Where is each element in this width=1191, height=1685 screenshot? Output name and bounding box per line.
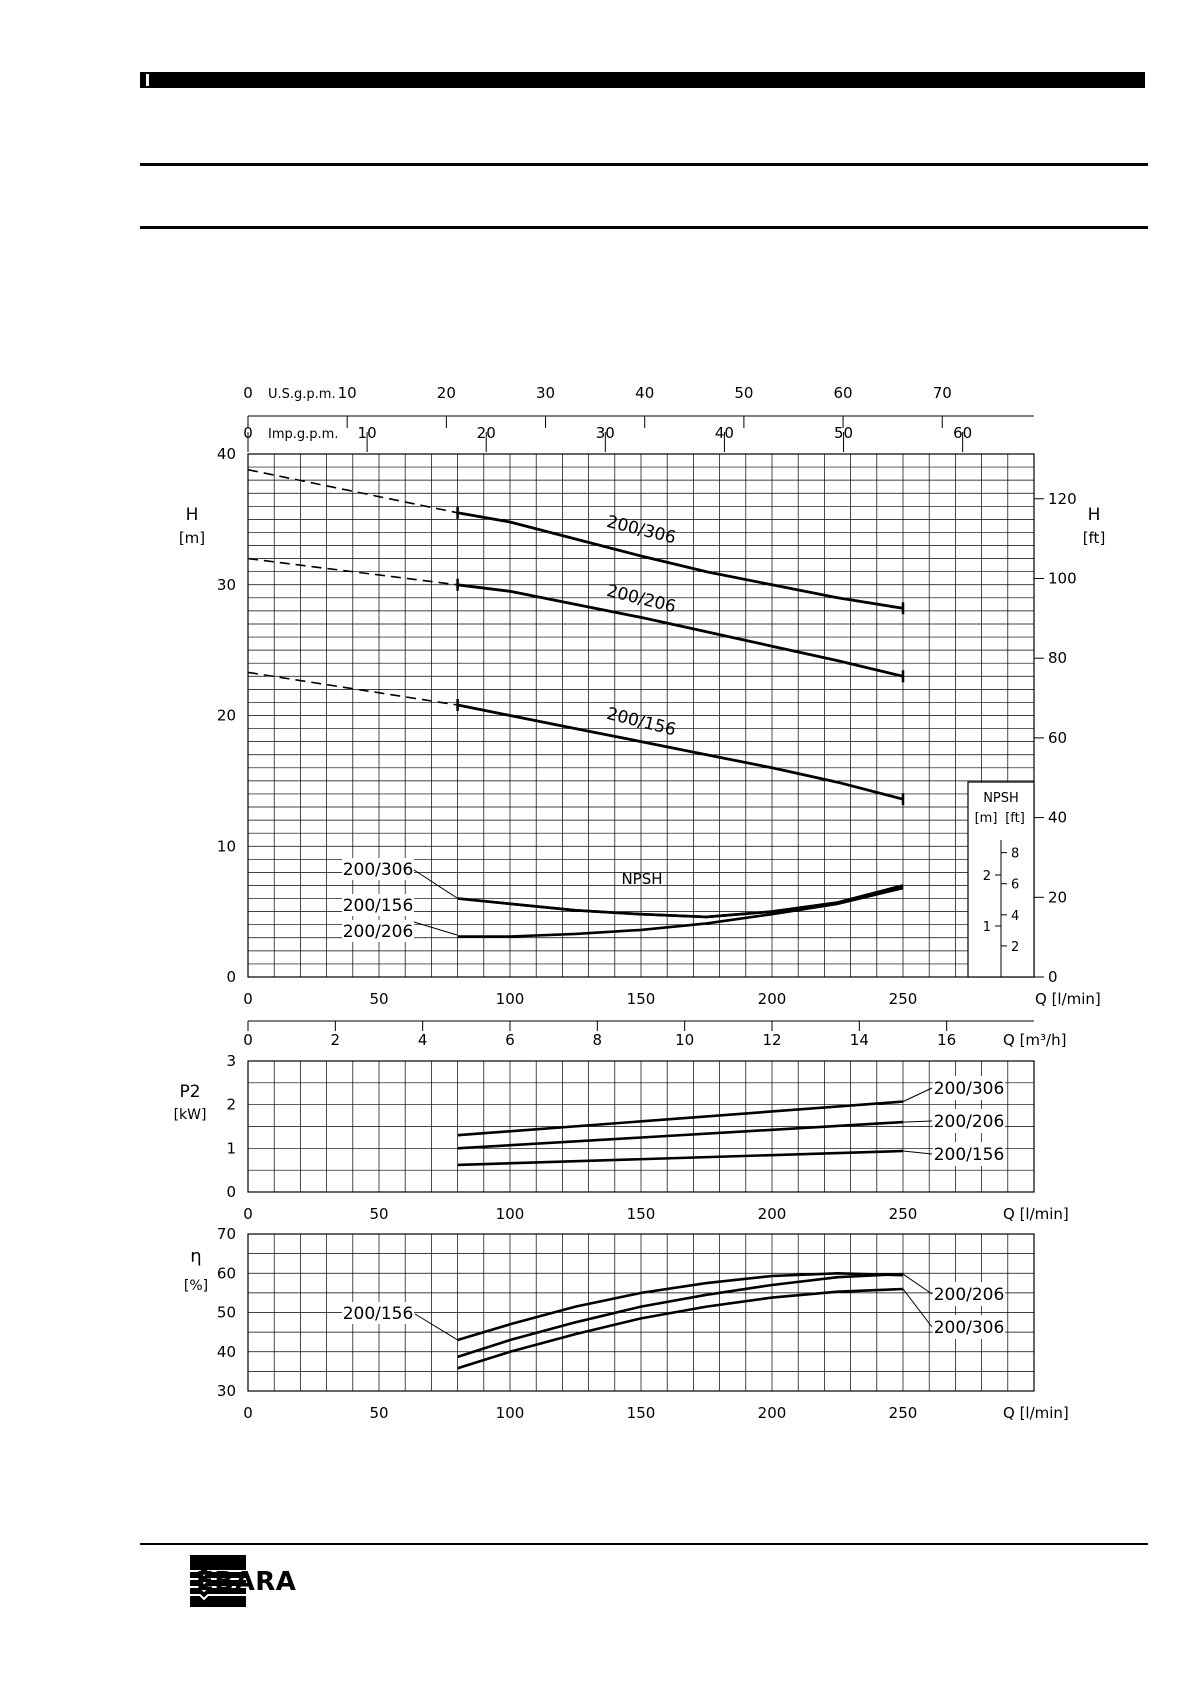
- npsh-curve-label: 200/206: [342, 922, 414, 942]
- impgpm-tick-label: 50: [833, 424, 854, 442]
- efficiency-x-axis-label: Q [l/min]: [1003, 1404, 1069, 1422]
- efficiency-y-axis-unit: [%]: [183, 1278, 209, 1294]
- head-y-right-tick-label: 80: [1048, 649, 1068, 668]
- power-curve: [458, 1122, 903, 1148]
- head-x-tick-label: 0: [243, 990, 253, 1008]
- head-y-axis-label: H: [185, 505, 199, 525]
- efficiency-y-tick-label: 50: [216, 1303, 236, 1322]
- power-y-tick-label: 3: [226, 1052, 236, 1070]
- npsh-inset-m-tick-label: 2: [982, 869, 991, 884]
- npsh-curve-label: 200/306: [342, 860, 414, 880]
- impgpm-tick-label: 0: [243, 424, 253, 442]
- power-x-tick-label: 150: [626, 1205, 656, 1223]
- head-y-right-tick-label: 60: [1048, 728, 1068, 747]
- head-y-right-tick-label: 120: [1048, 489, 1077, 508]
- efficiency-x-tick-label: 150: [626, 1404, 656, 1422]
- m3h-tick-label: 6: [505, 1031, 515, 1049]
- power-curve-label: 200/306: [933, 1079, 1005, 1099]
- npsh-inset-unit-ft: [ft]: [1005, 811, 1025, 826]
- efficiency-curve: [458, 1273, 903, 1340]
- head-y-right-tick-label: 20: [1048, 888, 1068, 907]
- npsh-label: NPSH: [621, 870, 663, 888]
- power-curve: [458, 1151, 903, 1165]
- efficiency-curve: [458, 1289, 903, 1368]
- efficiency-curve-label: 200/306: [933, 1318, 1005, 1338]
- head-y-right-axis-unit: [ft]: [1082, 529, 1106, 547]
- usgpm-axis-label: U.S.g.p.m.: [268, 387, 336, 402]
- usgpm-tick-label: 10: [337, 384, 357, 402]
- power-x-tick-label: 200: [757, 1205, 787, 1223]
- npsh-curve: [458, 886, 903, 917]
- impgpm-tick-label: 10: [357, 424, 377, 442]
- npsh-curve-label: 200/156: [342, 896, 414, 916]
- power-x-tick-label: 100: [495, 1205, 525, 1223]
- head-curve-label: 200/156: [604, 703, 678, 741]
- head-x-tick-label: 150: [626, 990, 656, 1008]
- impgpm-tick-label: 40: [714, 424, 734, 442]
- head-y-tick-label: 0: [226, 968, 236, 986]
- head-x-axis-label: Q [l/min]: [1035, 990, 1101, 1008]
- usgpm-tick-label: 0: [243, 384, 253, 402]
- power-x-axis-label: Q [l/min]: [1003, 1205, 1069, 1223]
- head-curve-label: 200/306: [604, 511, 678, 549]
- power-x-tick-label: 50: [369, 1205, 389, 1223]
- head-y-tick-label: 40: [216, 445, 236, 463]
- m3h-tick-label: 0: [243, 1031, 253, 1049]
- m3h-tick-label: 10: [675, 1031, 695, 1049]
- efficiency-leader-line: [903, 1274, 932, 1294]
- head-x-tick-label: 250: [888, 990, 918, 1008]
- head-y-axis-unit: [m]: [178, 529, 206, 547]
- npsh-inset-ft-tick-label: 6: [1011, 877, 1020, 893]
- npsh-curve: [458, 886, 903, 917]
- head-y-tick-label: 30: [216, 575, 236, 594]
- efficiency-x-tick-label: 50: [369, 1404, 389, 1422]
- power-y-tick-label: 1: [226, 1139, 236, 1158]
- usgpm-tick-label: 60: [833, 384, 853, 402]
- head-x-tick-label: 100: [495, 990, 525, 1008]
- usgpm-tick-label: 70: [932, 384, 952, 402]
- head-x-tick-label: 50: [369, 990, 389, 1008]
- npsh-inset-unit-m: [m]: [974, 811, 998, 826]
- head-y-tick-label: 10: [216, 837, 236, 856]
- head-x-tick-label: 200: [757, 990, 787, 1008]
- brand-name: EBARA: [196, 1567, 297, 1597]
- power-leader-line: [903, 1151, 932, 1154]
- head-curve-label: 200/206: [604, 580, 678, 618]
- m3h-axis-label: Q [m³/h]: [1003, 1031, 1067, 1049]
- power-x-tick-label: 250: [888, 1205, 918, 1223]
- efficiency-x-tick-label: 100: [495, 1404, 525, 1422]
- efficiency-y-axis-label: η: [190, 1246, 202, 1267]
- usgpm-tick-label: 50: [734, 384, 754, 402]
- m3h-tick-label: 14: [849, 1031, 869, 1049]
- impgpm-tick-label: 30: [595, 424, 615, 442]
- m3h-tick-label: 4: [417, 1031, 428, 1049]
- efficiency-x-tick-label: 0: [243, 1404, 253, 1422]
- power-y-axis-unit: [kW]: [173, 1107, 207, 1123]
- usgpm-tick-label: 30: [535, 384, 556, 402]
- usgpm-tick-label: 40: [635, 384, 655, 402]
- power-y-tick-label: 0: [226, 1183, 236, 1201]
- efficiency-y-tick-label: 60: [216, 1264, 236, 1283]
- power-leader-line: [903, 1088, 932, 1102]
- npsh-inset-ft-tick-label: 8: [1011, 846, 1020, 862]
- efficiency-x-tick-label: 250: [888, 1404, 918, 1422]
- power-leader-line: [903, 1121, 932, 1122]
- efficiency-leader-line: [903, 1289, 932, 1327]
- power-curve-label: 200/156: [933, 1145, 1005, 1165]
- impgpm-axis-label: Imp.g.p.m.: [268, 427, 339, 442]
- npsh-leader-line: [414, 870, 457, 898]
- power-curve-label: 200/206: [933, 1112, 1005, 1132]
- power-x-tick-label: 0: [243, 1205, 253, 1223]
- efficiency-curve-label: 200/206: [933, 1285, 1005, 1305]
- efficiency-curve-label: 200/156: [342, 1304, 414, 1324]
- efficiency-leader-line: [415, 1314, 458, 1340]
- usgpm-tick-label: 20: [436, 384, 456, 402]
- m3h-tick-label: 12: [762, 1031, 782, 1049]
- efficiency-x-tick-label: 200: [757, 1404, 787, 1422]
- impgpm-tick-label: 60: [953, 424, 973, 442]
- m3h-tick-label: 16: [937, 1031, 957, 1049]
- head-y-right-tick-label: 100: [1048, 569, 1077, 588]
- npsh-inset-ft-tick-label: 4: [1011, 908, 1020, 924]
- efficiency-y-tick-label: 40: [216, 1342, 236, 1361]
- power-y-axis-label: P2: [179, 1082, 201, 1102]
- npsh-inset-ft-tick-label: 2: [1011, 939, 1020, 955]
- power-curve: [458, 1102, 903, 1136]
- npsh-leader-line: [414, 922, 457, 935]
- head-y-right-tick-label: 0: [1048, 968, 1058, 986]
- head-y-right-tick-label: 40: [1048, 808, 1068, 827]
- head-curve: [458, 705, 903, 799]
- impgpm-tick-label: 20: [476, 424, 496, 442]
- efficiency-y-tick-label: 30: [216, 1382, 236, 1400]
- m3h-tick-label: 2: [330, 1031, 341, 1049]
- head-y-right-axis-label: H: [1087, 505, 1101, 525]
- npsh-curve: [458, 888, 903, 936]
- efficiency-y-tick-label: 70: [216, 1225, 236, 1243]
- npsh-inset-m-tick-label: 1: [982, 920, 991, 935]
- head-y-tick-label: 20: [216, 706, 236, 725]
- power-y-tick-label: 2: [226, 1095, 236, 1114]
- m3h-tick-label: 8: [592, 1031, 603, 1049]
- npsh-inset-title: NPSH: [983, 791, 1019, 806]
